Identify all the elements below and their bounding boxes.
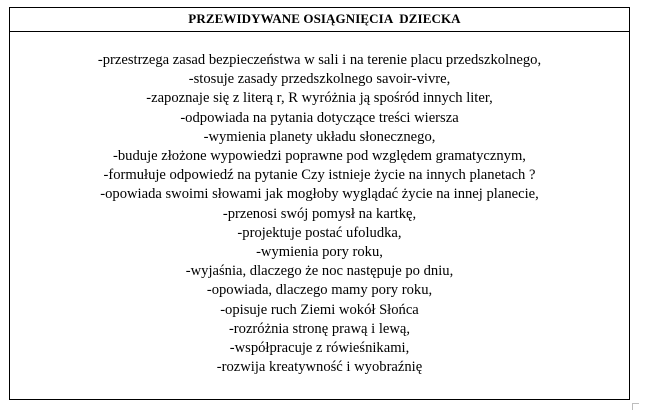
list-item: -stosuje zasady przedszkolnego savoir-vivre, xyxy=(188,71,451,88)
list-item: -przestrzega zasad bezpieczeństwa w sali i na terenie placu przedszkolnego, xyxy=(97,52,542,68)
list-item: -zapoznaje się z literą r, R wyróżnia ją spośród innych liter, xyxy=(146,90,493,107)
list-item: -wyjaśnia, dlaczego że noc następuje po dniu, xyxy=(185,263,454,280)
list-item: -formułuje odpowiedź na pytanie Czy istnieje życie na innych planetach ? xyxy=(103,167,536,184)
list-item: -przenosi swój pomysł na kartkę, xyxy=(222,205,417,222)
list-item: -projektuje postać ufoludka, xyxy=(237,224,402,241)
list-item: -wymienia pory roku, xyxy=(256,244,383,261)
page-corner-mark xyxy=(632,403,639,410)
table-body-cell xyxy=(10,32,629,377)
achievements-list xyxy=(10,51,629,377)
list-item: -buduje złożone wypowiedzi poprawne pod względem gramatycznym, xyxy=(113,148,526,165)
list-item: -opisuje ruch Ziemi wokół Słońca xyxy=(220,301,419,318)
list-item: -rozwija kreatywność i wyobraźnię xyxy=(216,359,423,376)
list-item: -opowiada, dlaczego mamy pory roku, xyxy=(206,282,433,299)
achievements-table xyxy=(9,7,630,400)
list-item: -współpracuje z rówieśnikami, xyxy=(229,340,410,357)
list-item: -rozróżnia stronę prawą i lewą, xyxy=(228,320,411,337)
list-item: -odpowiada na pytania dotyczące treści wiersza xyxy=(180,109,459,126)
list-item: -wymienia planety układu słonecznego, xyxy=(203,128,436,145)
list-item: -opowiada swoimi słowami jak mogłoby wyglądać życie na innej planecie, xyxy=(100,186,539,203)
table-header-title: PRZEWIDYWANE OSIĄGNIĘCIA DZIECKA xyxy=(10,8,629,32)
